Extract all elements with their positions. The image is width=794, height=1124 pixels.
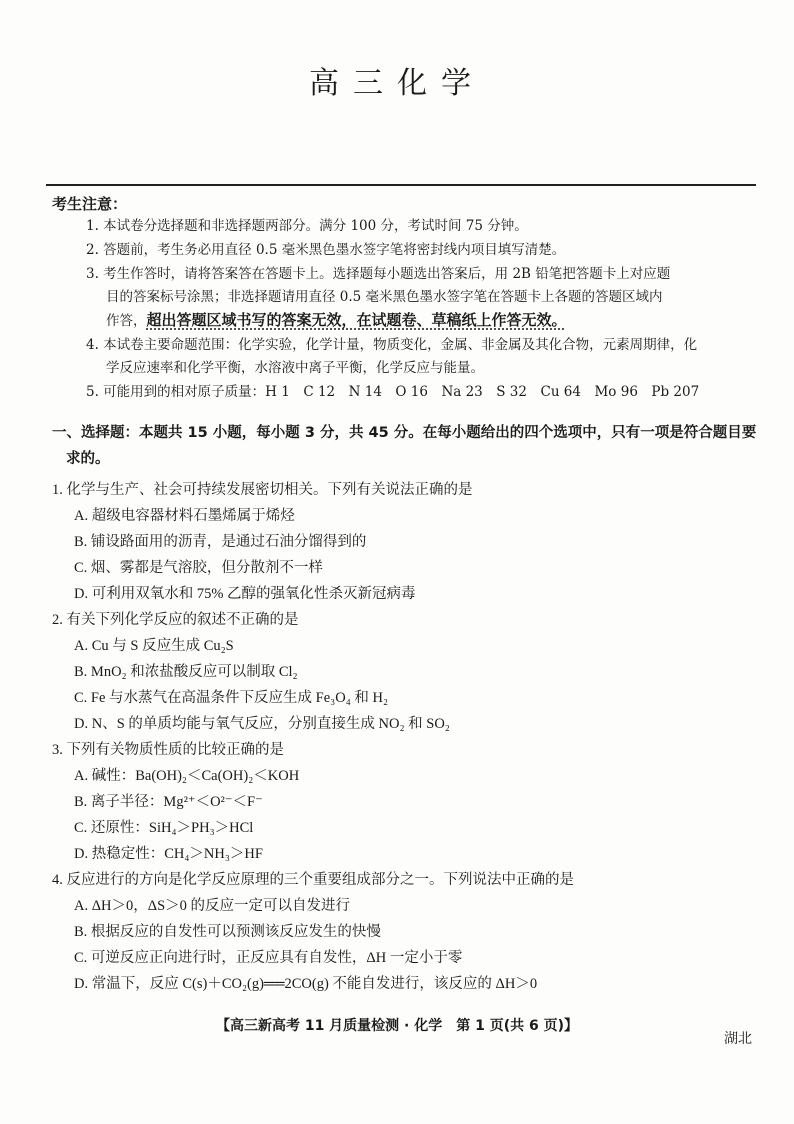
question-2 xyxy=(52,607,752,737)
option-b: B. 铺设路面用的沥青，是通过石油分馏得到的 xyxy=(74,534,367,550)
section-text: 求的。 xyxy=(66,451,110,467)
option-d: D. 常温下，反应 C(s)＋CO₂(g)══2CO(g) 不能自发进行，该反应的 ΔH＞0 xyxy=(74,976,538,992)
option-a: A. Cu 与 S 反应生成 Cu₂S xyxy=(74,638,234,654)
option-c: C. 还原性：SiH₄＞PH₃＞HCl xyxy=(74,820,254,836)
option-d: D. 可利用双氧水和 75% 乙醇的强氧化性杀灭新冠病毒 xyxy=(74,586,416,602)
question-stem: 4. 反应进行的方向是化学反应原理的三个重要组成部分之一。下列说法中正确的是 xyxy=(52,872,574,888)
header-divider xyxy=(46,184,756,186)
notice-text-line xyxy=(86,309,758,333)
notice-item-1 xyxy=(86,215,758,238)
notice-text: 2. 答题前，考生务必用直径 0.5 毫米黑色墨水签字笔将密封线内项目填写清楚。 xyxy=(86,242,566,258)
notice-item-3 xyxy=(86,263,758,333)
option-d: D. N、S 的单质均能与氧气反应，分别直接生成 NO₂ 和 SO₂ xyxy=(74,716,450,732)
option-a: A. 碱性：Ba(OH)₂＜Ca(OH)₂＜KOH xyxy=(74,768,300,784)
region-label: 湖北 xyxy=(724,1032,752,1047)
notice-text: 目的答案标号涂黑；非选择题请用直径 0.5 毫米黑色墨水签字笔在答题卡上各题的答题区域内 xyxy=(106,289,663,305)
question-stem: 1. 化学与生产、社会可持续发展密切相关。下列有关说法正确的是 xyxy=(52,482,473,498)
option-c: C. Fe 与水蒸气在高温条件下反应生成 Fe₃O₄ 和 H₂ xyxy=(74,690,389,706)
option-b: B. 根据反应的自发性可以预测该反应发生的快慢 xyxy=(74,924,381,940)
option-a: A. ΔH＞0，ΔS＞0 的反应一定可以自发进行 xyxy=(74,898,351,914)
notice-item-5 xyxy=(86,381,758,404)
page-footer: 【高三新高考 11 月质量检测 · 化学 第 1 页(共 6 页)】 xyxy=(215,1018,579,1034)
section-heading xyxy=(52,420,758,472)
notice-item-2 xyxy=(86,239,758,262)
notice-text: 作答， xyxy=(106,313,147,329)
question-1 xyxy=(52,477,752,607)
option-b: B. MnO₂ 和浓盐酸反应可以制取 Cl₂ xyxy=(74,664,298,680)
question-list xyxy=(52,477,752,997)
question-3 xyxy=(52,737,752,867)
option-c: C. 烟、雾都是气溶胶，但分散剂不一样 xyxy=(74,560,323,576)
notice-text: 1. 本试卷分选择题和非选择题两部分。满分 100 分，考试时间 75 分钟。 xyxy=(86,218,528,234)
notice-item-4 xyxy=(86,334,758,380)
page-title: 高三化学 xyxy=(309,66,485,101)
notice-text: 3. 考生作答时，请将答案答在答题卡上。选择题每小题选出答案后，用 2B 铅笔把答题卡上对应题 xyxy=(86,266,671,282)
notice-emphasis: 超出答题区域书写的答案无效，在试题卷、草稿纸上作答无效。 xyxy=(146,311,567,329)
notice-text: 学反应速率和化学平衡，水溶液中离子平衡，化学反应与能量。 xyxy=(106,360,484,376)
option-d: D. 热稳定性：CH₄＞NH₃＞HF xyxy=(74,846,263,862)
notice-list xyxy=(86,215,758,405)
section-text: 一、选择题：本题共 15 小题，每小题 3 分，共 45 分。在每小题给出的四个选项中，只有一项是符合题目要 xyxy=(52,425,757,441)
notice-text: 5. 可能用到的相对原子质量：H 1 C 12 N 14 O 16 Na 23 S 32 Cu 64 Mo 96 Pb 207 xyxy=(86,384,700,400)
question-stem: 3. 下列有关物质性质的比较正确的是 xyxy=(52,742,284,758)
question-4 xyxy=(52,867,752,997)
question-stem: 2. 有关下列化学反应的叙述不正确的是 xyxy=(52,612,299,628)
option-a: A. 超级电容器材料石墨烯属于烯烃 xyxy=(74,508,295,524)
notice-heading: 考生注意： xyxy=(52,195,128,213)
notice-text: 4. 本试卷主要命题范围：化学实验，化学计量，物质变化，金属、非金属及其化合物，元素周期律，化 xyxy=(86,337,698,353)
option-b: B. 离子半径：Mg²⁺＜O²⁻＜F⁻ xyxy=(74,794,263,810)
option-c: C. 可逆反应正向进行时，正反应具有自发性，ΔH 一定小于零 xyxy=(74,950,463,966)
